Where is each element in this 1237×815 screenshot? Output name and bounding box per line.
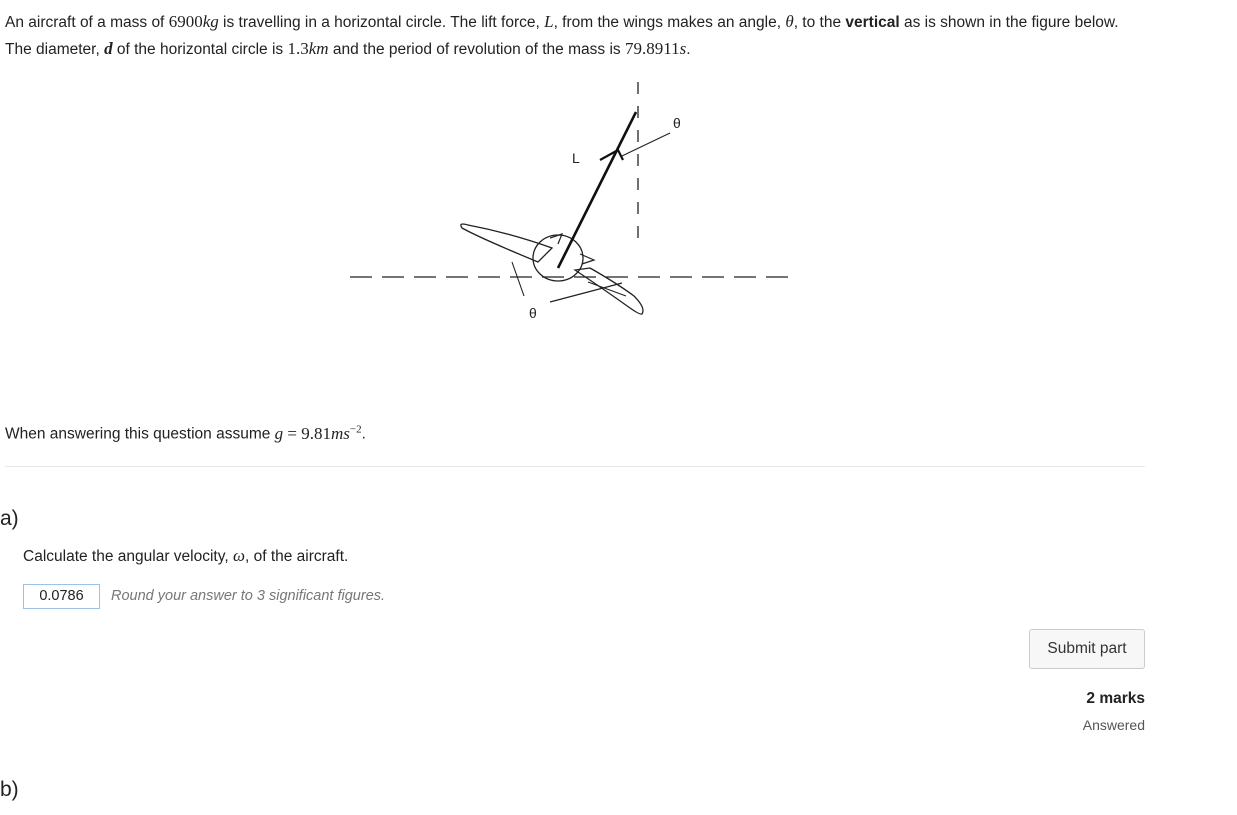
theta-top-label: θ [673,115,681,131]
period-value: 79.8911s [624,39,687,58]
diameter-value: 1.3km [287,39,329,58]
wing-normal-line [512,262,524,296]
question-text-2: is travelling in a horizontal circle. The lift force, [218,14,545,31]
question-text-3: , from the wings makes an angle, [553,14,786,31]
question-text-6: of the horizontal circle is [112,41,288,58]
gravity-expression: $g = 9.81ms^{-2}$ [274,423,362,443]
vertical-emphasis: vertical [845,14,900,31]
question-text-1: An aircraft of a mass of [5,14,169,31]
part-a-answer-input[interactable]: 0.0786 [23,584,100,609]
fuselage-shape [533,235,583,281]
lift-label: L [572,150,580,166]
assumption-text: When answering this question assume [5,425,275,443]
section-divider [5,466,1145,467]
part-a-prompt [23,543,348,570]
answer-status: Answered [1082,717,1145,733]
angle-symbol: θ [785,12,794,31]
question-statement [5,9,1145,63]
assumption-statement [5,416,366,448]
omega-symbol: ω [232,546,245,565]
part-a-label: a) [0,507,19,530]
question-text-7: and the period of revolution of the mass is [328,41,625,58]
angle-indicator-line [622,133,670,156]
rounding-hint: Round your answer to 3 significant figures. [111,588,386,604]
question-text-8: . [686,41,691,58]
lift-force-arrow [558,112,636,268]
right-wing-shape [575,268,643,314]
submit-part-button[interactable]: Submit part [1029,629,1145,669]
part-b-label: b) [0,778,19,801]
theta-bottom-label: θ [529,305,537,321]
question-text-4: , to the [793,14,846,31]
aircraft-diagram [340,78,800,328]
question-text-5: as is shown in the figure below. The diameter, [5,14,1119,58]
lift-symbol: L [544,12,554,31]
part-a-prompt-text-2: , of the aircraft. [244,548,349,565]
diameter-symbol: d [104,39,113,58]
wing-axis-line-2 [588,282,626,296]
assumption-end: . [361,425,366,443]
marks-label: 2 marks [1086,690,1145,707]
mass-value: 6900kg [168,12,219,31]
wing-axis-line [550,283,622,302]
part-a-prompt-text-1: Calculate the angular velocity, [23,548,233,565]
